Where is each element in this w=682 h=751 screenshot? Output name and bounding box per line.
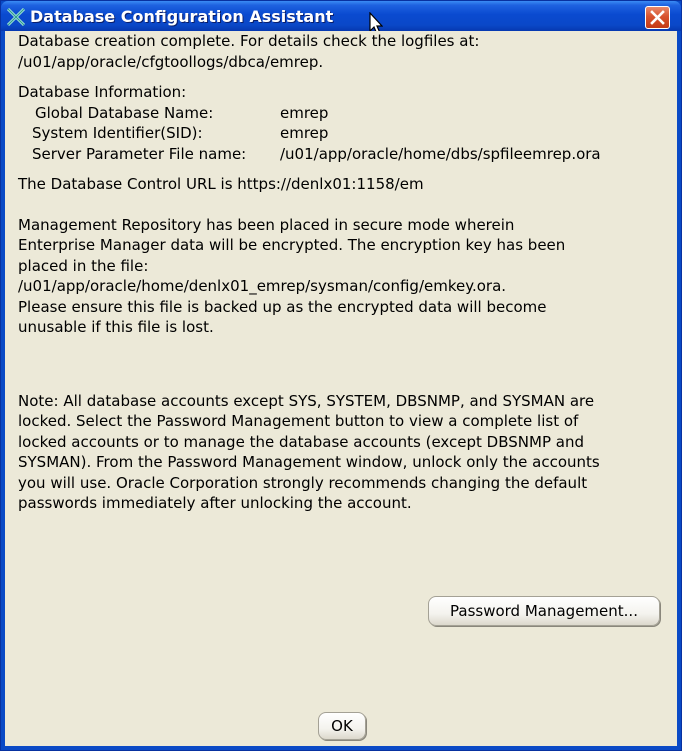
logfile-path: /u01/app/oracle/cfgtoollogs/dbca/emrep. xyxy=(18,52,324,71)
info-value: emrep xyxy=(280,103,329,122)
info-value: /u01/app/oracle/home/dbs/spfileemrep.ora xyxy=(280,144,601,163)
note-line: you will use. Oracle Corporation strongly recommends changing the default xyxy=(18,473,588,492)
note-line: Note: All database accounts except SYS, SYSTEM, DBSNMP, and SYSMAN are xyxy=(18,391,595,410)
info-label: System Identifier(SID): xyxy=(32,124,203,142)
info-label: Server Parameter File name: xyxy=(32,144,247,163)
message-text xyxy=(18,31,668,514)
note-line: SYSMAN). From the Password Management window, unlock only the accounts xyxy=(18,453,600,471)
close-button[interactable] xyxy=(645,6,670,29)
info-row xyxy=(18,123,668,144)
control-url-text: The Database Control URL is https://denlx01:1158/em xyxy=(18,175,424,193)
note-line: locked accounts or to manage the database accounts (except DBSNMP and xyxy=(18,432,584,451)
repository-line: Please ensure this file is backed up as the encrypted data will become xyxy=(18,297,547,316)
title-bar[interactable] xyxy=(1,1,681,31)
repository-line: /u01/app/oracle/home/denlx01_emrep/sysman/config/emkey.ora. xyxy=(18,277,507,295)
intro-line-1: Database creation complete. For details check the logfiles at: xyxy=(18,32,480,50)
password-management-button[interactable]: Password Management... xyxy=(428,596,660,626)
ok-button[interactable]: OK xyxy=(318,712,366,740)
info-value: emrep xyxy=(280,124,329,142)
oracle-x-icon xyxy=(7,8,25,26)
close-icon xyxy=(650,10,665,25)
repository-line: Management Repository has been placed in secure mode wherein xyxy=(18,215,515,234)
info-row xyxy=(18,103,668,124)
info-label: Global Database Name: xyxy=(35,103,214,122)
repository-line: Enterprise Manager data will be encrypted. The encryption key has been xyxy=(18,236,566,254)
info-heading: Database Information: xyxy=(18,83,187,101)
repository-line: placed in the file: xyxy=(18,256,149,275)
note-line: locked. Select the Password Management button to view a complete list of xyxy=(18,412,579,430)
info-row xyxy=(18,144,668,165)
note-line: passwords immediately after unlocking the account. xyxy=(18,494,412,512)
repository-line: unusable if this file is lost. xyxy=(18,318,214,336)
window-title: Database Configuration Assistant xyxy=(30,7,334,26)
